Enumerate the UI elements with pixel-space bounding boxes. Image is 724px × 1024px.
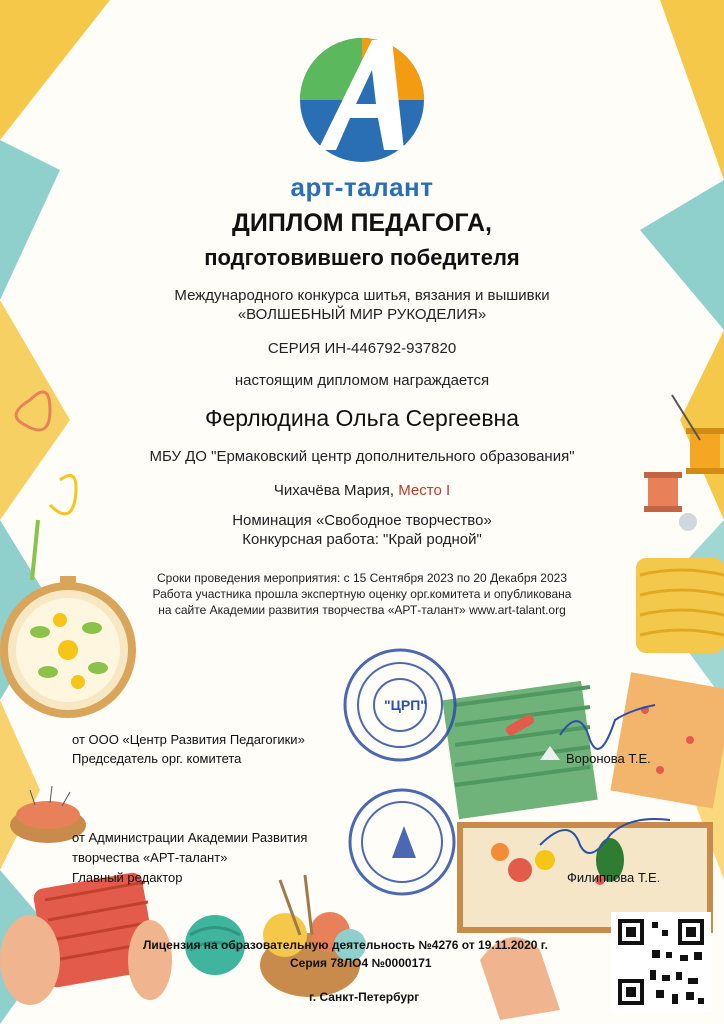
- qr-code: [611, 912, 711, 1012]
- org2-name: от Администрации Академии Развития: [72, 830, 308, 845]
- license-text: Лицензия на образовательную деятельность №4276 от 19.11.2020 г.: [143, 938, 548, 952]
- diploma-subtitle: подготовившего победителя: [204, 245, 520, 270]
- yarn-ball-icon: [185, 875, 366, 997]
- contest-work: Конкурсная работа: "Край родной": [242, 531, 482, 548]
- event-dates: Сроки проведения мероприятия: с 15 Сентября 2023 по 20 Декабря 2023: [156, 571, 567, 585]
- student-line: [0, 482, 724, 499]
- art-talant-logo: [300, 38, 424, 162]
- diploma-series: СЕРИЯ ИН-446792-937820: [267, 340, 457, 357]
- license-series: Серия 78ЛО4 №0000171: [290, 956, 432, 970]
- diploma-title: ДИПЛОМ ПЕДАГОГА,: [232, 209, 492, 237]
- org2-name-cont: творчества «АРТ-талант»: [72, 850, 228, 865]
- city: г. Санкт-Петербург: [309, 990, 420, 1004]
- stamp-art-talant: [350, 790, 454, 894]
- recipient-name: Ферлюдина Ольга Сергеевна: [204, 405, 520, 431]
- recipient-organization: МБУ ДО "Ермаковский центр дополнительного образования": [149, 448, 575, 465]
- awarded-text: настоящим дипломом награждается: [234, 372, 490, 389]
- org2-role: Главный редактор: [72, 870, 183, 885]
- review-line-2: на сайте Академии развития творчества «АРТ-талант» www.art-talant.org: [158, 603, 566, 617]
- org1-signer: Воронова Т.Е.: [566, 751, 651, 766]
- contest-name-line2: «ВОЛШЕБНЫЙ МИР РУКОДЕЛИЯ»: [237, 306, 487, 323]
- bg-triangle-yellow-left: [0, 0, 110, 140]
- student-name: Чихачёва Мария,: [273, 482, 395, 499]
- org1-role: Председатель орг. комитета: [72, 751, 242, 766]
- review-line-1: Работа участника прошла экспертную оценку орг.комитета и опубликована: [152, 587, 572, 601]
- place-badge: Место I: [398, 482, 451, 499]
- contest-name-line1: Международного конкурса шитья, вязания и вышивки: [174, 287, 550, 304]
- stamp-crp-text: "ЦРП": [384, 697, 427, 713]
- nomination: Номинация «Свободное творчество»: [232, 512, 492, 529]
- org1-name: от ООО «Центр Развития Педагогики»: [72, 732, 305, 747]
- org2-signer: Филиппова Т.Е.: [567, 870, 661, 885]
- logo-text: арт-талант: [290, 172, 434, 202]
